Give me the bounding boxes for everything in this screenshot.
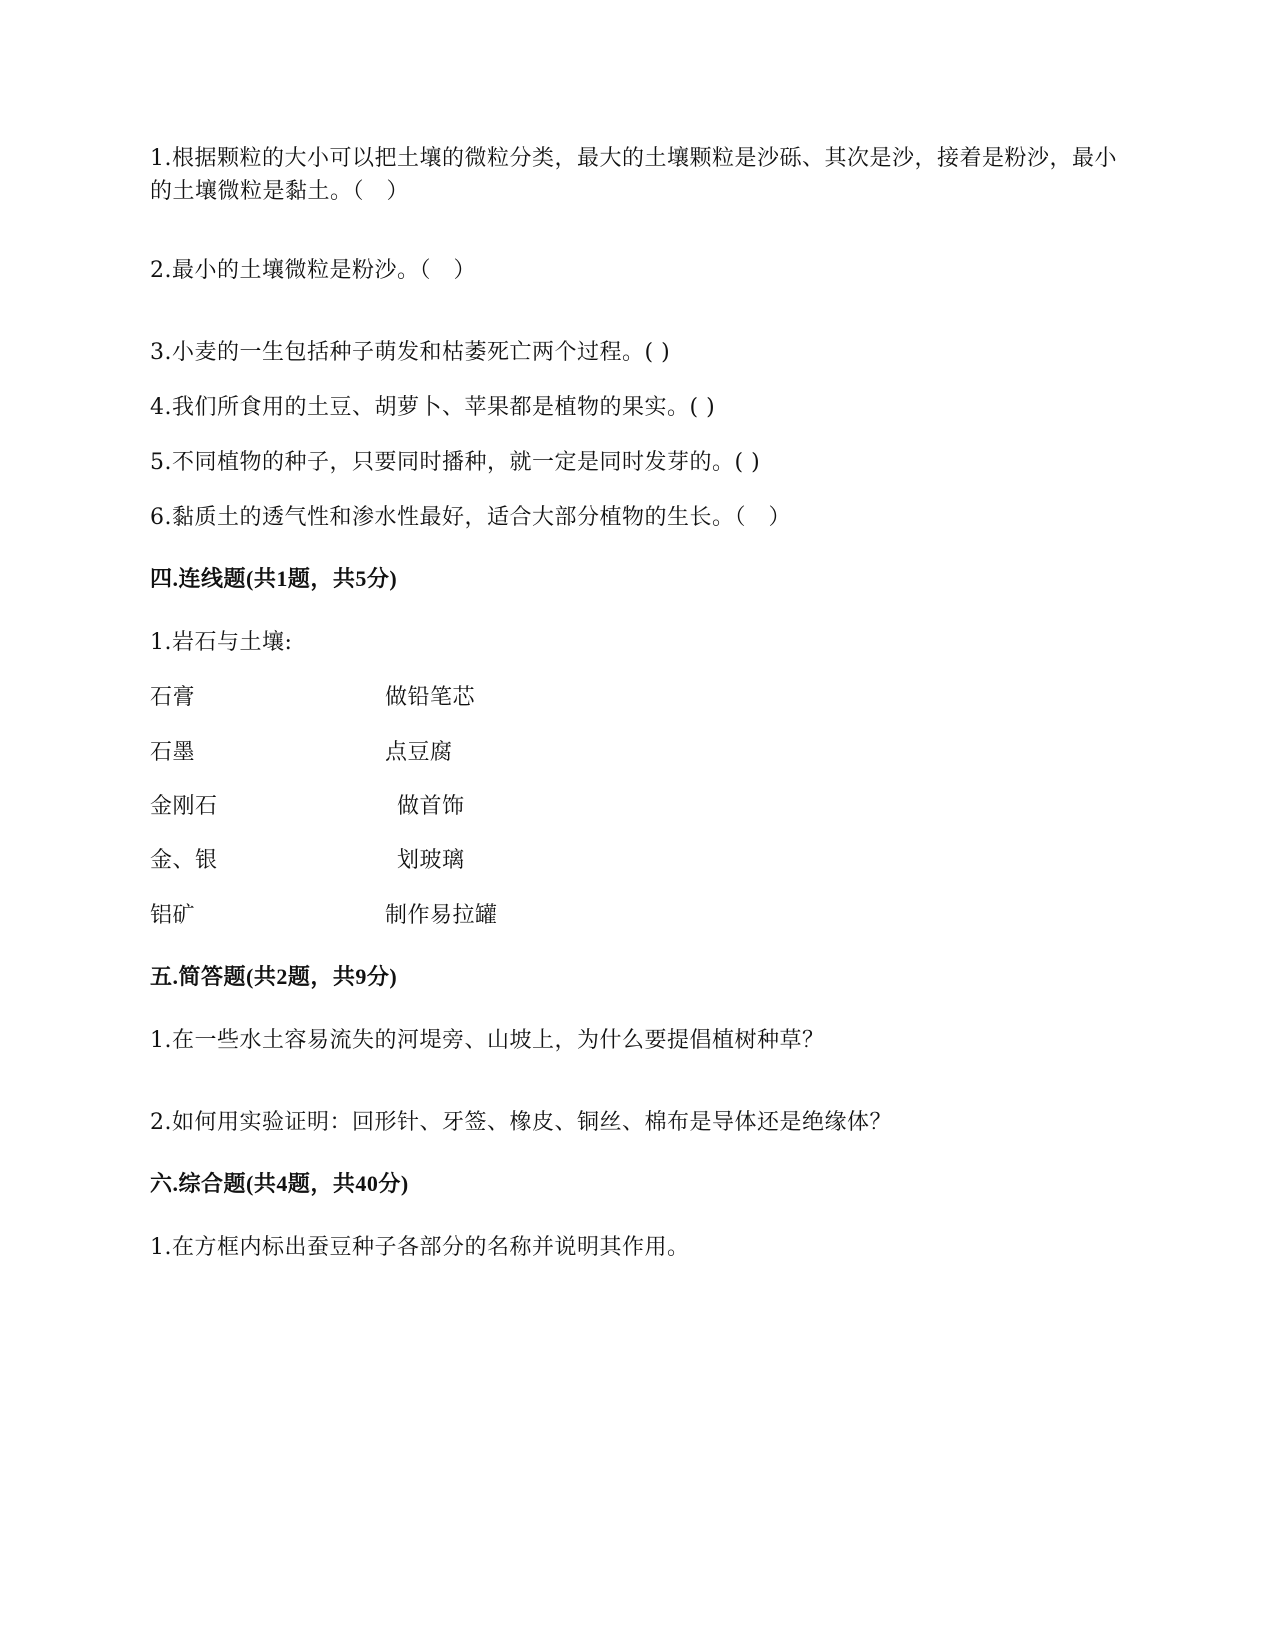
- short-answer-question-2: 2.如何用实验证明：回形针、牙签、橡皮、铜丝、棉布是导体还是绝缘体？: [150, 1110, 892, 1135]
- matching-right-item: 做铅笔芯: [385, 685, 476, 710]
- section-heading-short-answer: 五.简答题(共2题，共9分): [150, 964, 398, 989]
- matching-left-item: 铝矿: [150, 903, 196, 928]
- section-heading-comprehensive: 六.综合题(共4题，共40分): [150, 1171, 409, 1196]
- judgement-question-4: 4.我们所食用的土豆、胡萝卜、苹果都是植物的果实。( ): [150, 395, 716, 420]
- section-heading-matching: 四.连线题(共1题，共5分): [150, 566, 398, 591]
- matching-question: 1.岩石与土壤:: [150, 630, 293, 655]
- short-answer-question-1: 1.在一些水土容易流失的河堤旁、山坡上，为什么要提倡植树种草？: [150, 1028, 825, 1053]
- matching-left-item: 金、银: [150, 848, 218, 873]
- judgement-question-3: 3.小麦的一生包括种子萌发和枯萎死亡两个过程。( ): [150, 340, 671, 365]
- comprehensive-question-1: 1.在方框内标出蚕豆种子各部分的名称并说明其作用。: [150, 1235, 690, 1260]
- judgement-question-2: 2.最小的土壤微粒是粉沙。（ ）: [150, 258, 476, 283]
- matching-left-item: 石墨: [150, 740, 196, 765]
- matching-left-item: 金刚石: [150, 794, 218, 819]
- matching-right-item: 制作易拉罐: [385, 903, 498, 928]
- matching-left-item: 石膏: [150, 685, 196, 710]
- matching-right-item: 做首饰: [397, 794, 465, 819]
- judgement-question-5: 5.不同植物的种子，只要同时播种，就一定是同时发芽的。( ): [150, 450, 761, 475]
- matching-right-item: 点豆腐: [385, 740, 453, 765]
- matching-right-item: 划玻璃: [397, 848, 465, 873]
- judgement-question-1: 1.根据颗粒的大小可以把土壤的微粒分类，最大的土壤颗粒是沙砾、其次是沙，接着是粉沙，最小的土壤微粒是黏土。（ ）: [150, 146, 1117, 204]
- judgement-question-6: 6.黏质土的透气性和渗水性最好，适合大部分植物的生长。（ ）: [150, 505, 791, 530]
